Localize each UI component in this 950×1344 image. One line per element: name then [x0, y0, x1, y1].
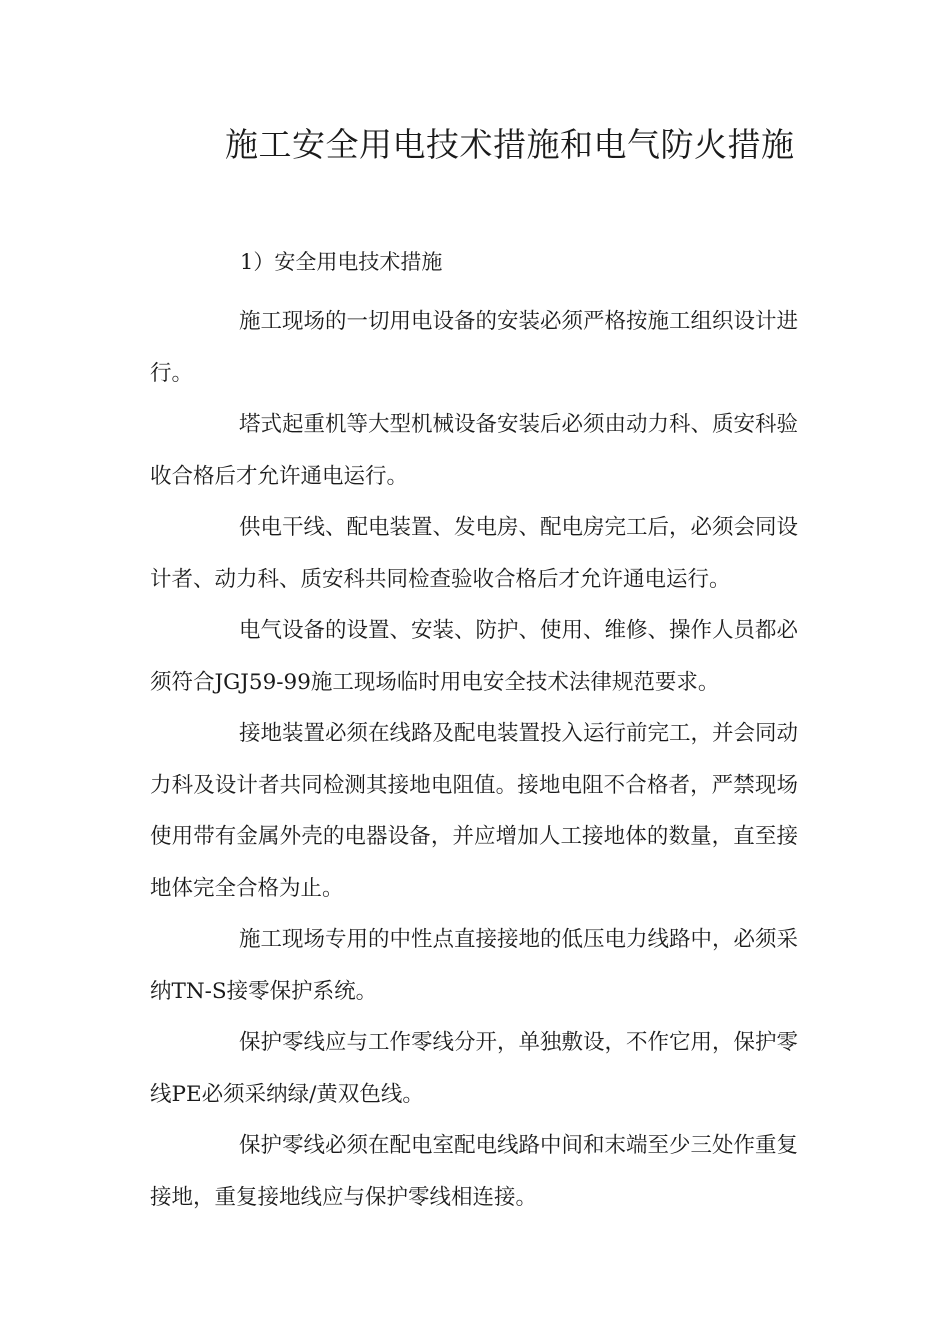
- document-title: 施工安全用电技术措施和电气防火措施: [225, 125, 795, 164]
- paragraph-2: 塔式起重机等大型机械设备安装后必须由动力科、质安科验收合格后才允许通电运行。: [150, 412, 799, 489]
- paragraph-4: 电气设备的设置、安装、防护、使用、维修、操作人员都必须符合JGJ59-99施工现场临时用电安全技术法律规范要求。: [150, 618, 799, 695]
- paragraph-3: 供电干线、配电装置、发电房、配电房完工后，必须会同设计者、动力科、质安科共同检查验收合格后才允许通电运行。: [150, 515, 799, 592]
- paragraph-5: 接地装置必须在线路及配电装置投入运行前完工，并会同动力科及设计者共同检测其接地电阻值。接地电阻不合格者，严禁现场使用带有金属外壳的电器设备，并应增加人工接地体的数量，直至接地体完全合格为止。: [150, 721, 799, 901]
- section-heading: 1）安全用电技术措施: [240, 250, 443, 274]
- paragraph-1: 施工现场的一切用电设备的安装必须严格按施工组织设计进行。: [150, 309, 799, 386]
- document-body: [150, 296, 798, 1223]
- paragraph-8: 保护零线必须在配电室配电线路中间和末端至少三处作重复接地，重复接地线应与保护零线相连接。: [150, 1133, 799, 1210]
- paragraph-7: 保护零线应与工作零线分开，单独敷设，不作它用，保护零线PE必须采纳绿/黄双色线。: [150, 1030, 799, 1107]
- paragraph-6: 施工现场专用的中性点直接接地的低压电力线路中，必须采纳TN-S接零保护系统。: [150, 927, 799, 1004]
